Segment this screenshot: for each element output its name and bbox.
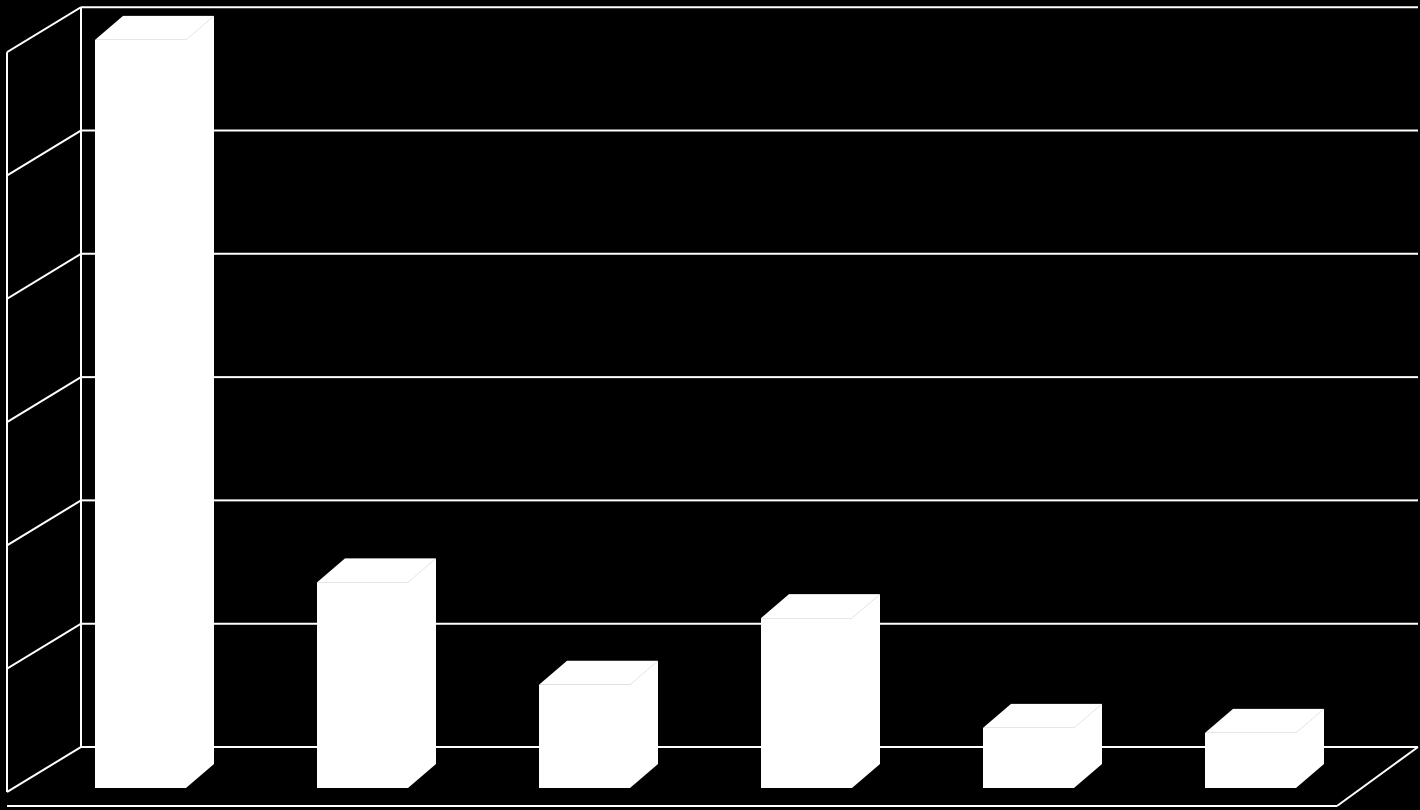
bar-4 <box>761 594 880 788</box>
bar-6-front <box>1205 733 1296 788</box>
side-wall-tick-3 <box>7 377 81 422</box>
bar-6 <box>1205 709 1324 788</box>
bar-3 <box>539 661 658 788</box>
bar-5-front <box>983 728 1074 788</box>
bar-4-side <box>852 594 880 788</box>
bar-2-front <box>317 582 408 788</box>
bar-1-front <box>95 40 186 788</box>
bars <box>95 16 1324 788</box>
side-wall-tick-1 <box>7 624 81 669</box>
bar-1-side <box>186 16 214 788</box>
bar-3-front <box>539 685 630 788</box>
bar-2 <box>317 558 436 788</box>
floor-right-edge <box>1337 747 1418 806</box>
gridlines <box>7 7 1418 806</box>
side-wall-tick-6 <box>7 7 81 52</box>
bar-1 <box>95 16 214 788</box>
side-wall-tick-0 <box>7 747 81 792</box>
side-wall-tick-5 <box>7 131 81 176</box>
side-wall-tick-4 <box>7 254 81 299</box>
bar-4-front <box>761 618 852 788</box>
side-wall-tick-2 <box>7 500 81 545</box>
bar-2-side <box>408 558 436 788</box>
bar-5 <box>983 704 1102 788</box>
